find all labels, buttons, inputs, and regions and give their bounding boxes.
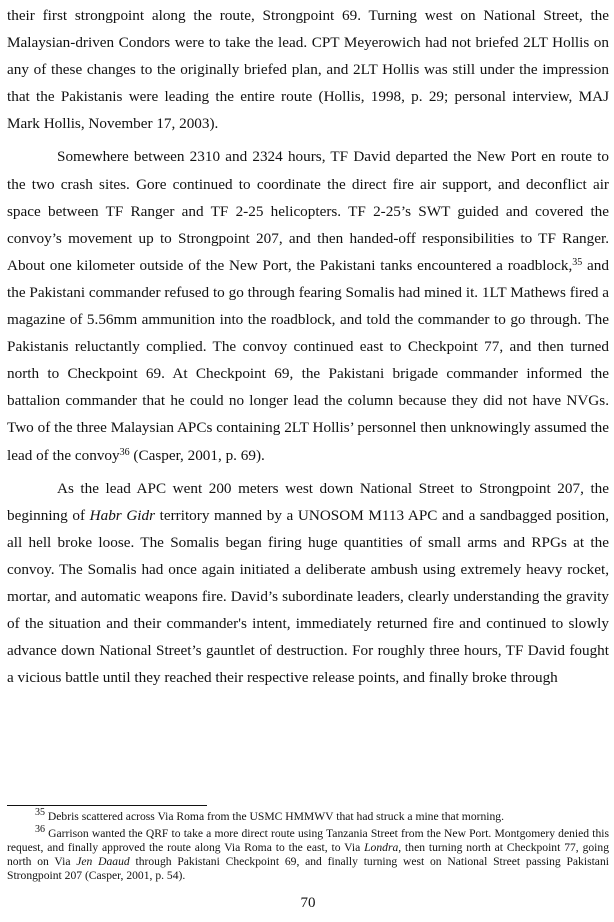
text-run: Garrison wanted the QRF to take a more direct route using Tanzania Street from the New Port. Montgomery denied this request, and finally approved the route along Via Roma to the east, to Via bbox=[7, 827, 609, 854]
page-number: 70 bbox=[300, 895, 316, 911]
paragraph bbox=[7, 2, 609, 137]
text-run: Somewhere between 2310 and 2324 hours, TF David departed the New Port en route to the two crash sites. Gore continued to coordinate the direct fire air support, and deconflict air space between TF Ranger and TF 2-25 helicopters. TF 2-25’s SWT guided and covered the convoy’s movement up to Strongpoint 207, and then handed-off responsibilities to TF Ranger. About one kilometer outside of the New Port, the Pakistani tanks encountered a roadblock, bbox=[7, 148, 609, 274]
text-run: As the lead APC went 200 meters west down National Street to Strongpoint 207, the beginning of bbox=[7, 479, 609, 524]
footnote-reference: 35 bbox=[572, 256, 583, 268]
text-run: , then turning north at Checkpoint 77, going north on Via bbox=[7, 841, 609, 868]
footnote: $^{35}$ Debris scattered across Via Roma from the USMC HMMWV that had struck a mine that morning. bbox=[35, 807, 504, 823]
italic-text: Jen Daaud bbox=[76, 855, 130, 868]
italic-text: Londra bbox=[364, 841, 399, 854]
body-text bbox=[7, 2, 609, 691]
text-run: and the Pakistani commander refused to go through fearing Somalis had mined it. 1LT Mathews fired a magazine of 5.56mm ammunition into the roadblock, and told the commander to go through. The Pakistanis reluctantly complied. The convoy continued east to Checkpoint 77, and then turned north to Checkpoint 69. At Checkpoint 69, the Pakistani brigade commander informed the battalion commander that he could no longer lead the column because they did not have NVGs. Two of the three Malaysian APCs containing 2LT Hollis’ personnel then unknowingly assumed the lead of the convoy bbox=[7, 256, 609, 464]
text-run: (Casper, 2001, p. 69). bbox=[129, 446, 265, 464]
text-run: territory manned by a UNOSOM M113 APC and a sandbagged position, all hell broke loose. The Somalis began firing huge quantities of small arms and RPGs at the convoy. The Somalis had once again initiated a deliberate ambush using extremely heavy rocket, mortar, and automatic weapons fire. David’s subordinate leaders, clearly understanding the gravity of the situation and their commander's intent, immediately returned fire and continued to slowly advance down National Street’s gauntlet of destruction. For roughly three hours, TF David fought a vicious battle until they reached their respective release points, and finally broke through bbox=[7, 506, 609, 687]
paragraph bbox=[7, 475, 609, 692]
footnotes bbox=[7, 807, 609, 886]
text-run: their first strongpoint along the route, Strongpoint 69. Turning west on National Street, the Malaysian-driven Condors were to take the lead. CPT Meyerowich had not briefed 2LT Hollis on any of these changes to the originally briefed plan, and 2LT Hollis was still under the impression that the Pakistanis were leading the entire route (Hollis, 1998, p. 29; personal interview, MAJ Mark Hollis, November 17, 2003). bbox=[7, 7, 609, 133]
italic-text: Habr Gidr bbox=[89, 506, 156, 524]
paragraph bbox=[7, 143, 609, 468]
footnote: $^{36}$ Garrison wanted the QRF to take a more direct route using Tanzania Street from the New Port. Montgomery denied this request, and finally approved the route along Via Roma to the east, to Via Londra, then turning north at Checkpoint 77, going north on Via Jen Daaud through Pakistani Checkpoint 69, and finally turning west on National Street passing Pakistani Strongpoint 207 (Casper, 2001, p. 54). bbox=[7, 824, 609, 882]
document-page bbox=[7, 0, 609, 922]
footnote-reference: 36 bbox=[119, 446, 130, 458]
text-run: through Pakistani Checkpoint 69, and finally turning west on National Street passing Pakistani Strongpoint 207 (Casper, 2001, p. 54). bbox=[7, 855, 609, 882]
text-run: Debris scattered across Via Roma from the USMC HMMWV that had struck a mine that morning. bbox=[45, 810, 504, 823]
footnote-separator bbox=[7, 805, 207, 806]
